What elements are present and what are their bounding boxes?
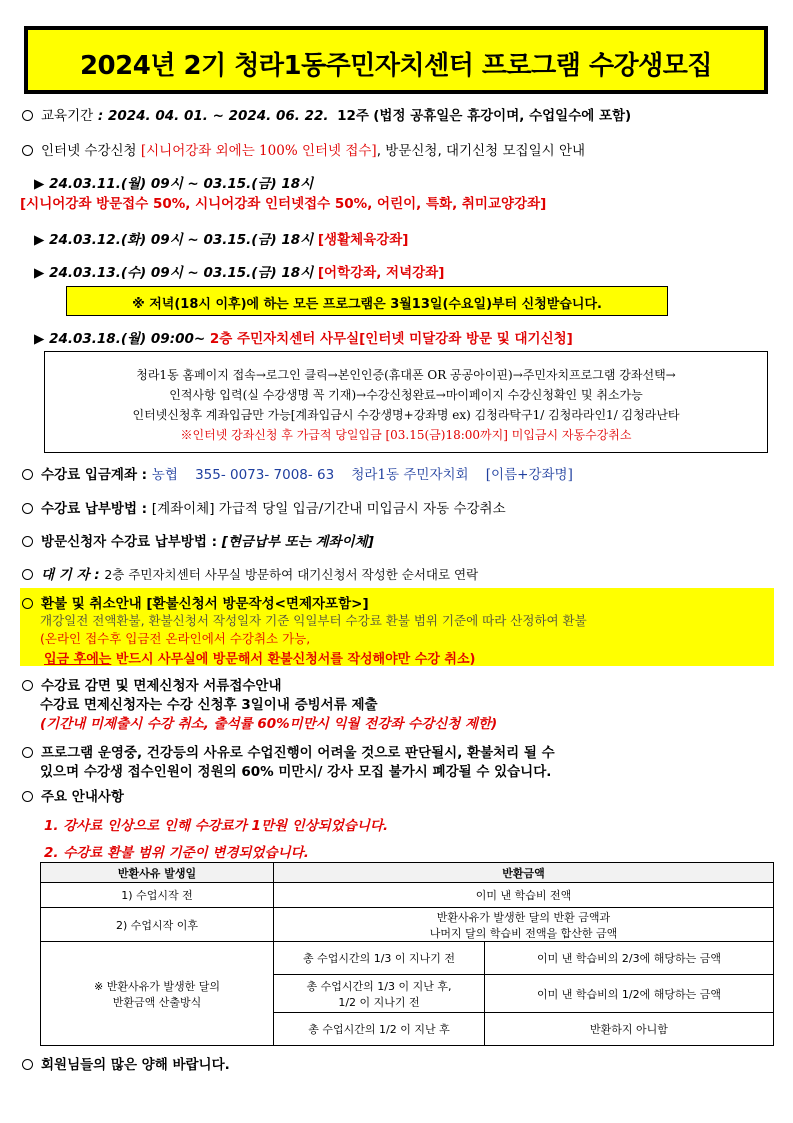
schedule-note: [어학강좌, 저녁강좌]: [317, 265, 445, 281]
table-row: [41, 908, 774, 942]
operation-text-1: 프로그램 운영중, 건강등의 사유로 수업진행이 어려울 것으로 판단될시, 환불처리 될 수: [41, 745, 555, 761]
period-weeks: 12주: [337, 108, 369, 124]
table-cell: 총 수업시간의 1/3 이 지나기 전: [274, 942, 485, 975]
period-note: (법정 공휴일은 휴강이며, 수업일수에 포함): [373, 108, 632, 124]
payment-label: 수강료 납부방법 :: [41, 501, 152, 517]
table-cell: [41, 942, 274, 1046]
account-line: [22, 463, 573, 483]
discount-line-3: (기간내 미제출시 수강 취소, 출석률 60%미만시 익월 전강좌 수강신청 제한): [40, 716, 498, 732]
table-cell: 이미 낸 학습비 전액: [274, 883, 774, 908]
evening-notice-box: [66, 286, 668, 316]
table-cell: [274, 908, 774, 942]
bullet-circle-icon: [22, 145, 33, 156]
bullet-circle-icon: [22, 536, 33, 547]
refund-line-2: (온라인 접수후 입금전 온라인에서 수강취소 가능,: [40, 631, 311, 646]
bullet-circle-icon: [22, 110, 33, 121]
discount-line-1: [22, 674, 282, 694]
table-cell: 이미 낸 학습비의 2/3에 해당하는 금액: [485, 942, 774, 975]
evening-notice: ※ 저녁(18시 이후)에 하는 모든 프로그램은 3월13일(수요일)부터 신청받습니다.: [132, 297, 602, 312]
visit-payment-label: 방문신청자 수강료 납부방법 :: [41, 534, 222, 550]
table-cell-line: 반환금액 산출방식: [112, 995, 202, 1009]
table-header-row: [41, 863, 774, 883]
refund-title-line: [22, 592, 369, 612]
period-label: 교육기간: [41, 108, 94, 124]
table-header-cell: 반환사유 발생일: [41, 863, 274, 883]
account-holder: 청라1동 주민자치회: [351, 467, 469, 483]
operation-line-2: 있으며 수강생 접수인원이 정원의 60% 미만시/ 강사 모집 불가시 폐강될 수 있습니다.: [40, 764, 552, 780]
page-title: 2024년 2기 청라1동주민자치센터 프로그램 수강생모집: [79, 51, 713, 81]
visit-schedule-line: [34, 327, 573, 347]
table-cell: [274, 975, 485, 1013]
refund-line-3: [44, 648, 475, 667]
table-cell: 총 수업시간의 1/2 이 지난 후: [274, 1013, 485, 1046]
table-cell-line: 반환사유가 발생한 달의 반환 금액과: [436, 910, 611, 924]
refund-table: [40, 862, 774, 1046]
guide-line-4: ※인터넷 강좌신청 후 가급적 당일입금 [03.15(금)18:00까지] 미입금시 자동수강취소: [180, 428, 632, 442]
guide-line-3: 인터넷신청후 계좌입금만 가능[계좌입금시 수강생명+강좌명 ex) 김청라탁구1/ 김청라라인1/ 김청라난타: [132, 408, 680, 422]
bullet-circle-icon: [22, 503, 33, 514]
schedule-date: ▶ 24.03.12.(화) 09시 ~ 03.15.(금) 18시: [34, 232, 318, 248]
payment-line: [22, 497, 506, 517]
discount-line-2: 수강료 면제신청자는 수강 신청후 3일이내 증빙서류 제출: [40, 697, 378, 713]
apply-line: [22, 139, 585, 159]
table-row: [41, 883, 774, 908]
bullet-circle-icon: [22, 791, 33, 802]
refund-line-3-text: 반드시 사무실에 방문해서 환불신청서를 작성해야만 수강 취소): [111, 652, 476, 667]
bullet-circle-icon: [22, 598, 33, 609]
senior-note: [시니어강좌 방문접수 50%, 시니어강좌 인터넷접수 50%, 어린이, 특화, 취미교양강좌]: [20, 196, 547, 212]
waiting-line: [22, 563, 478, 583]
payment-value: [계좌이체] 가급적 당일 입금/기간내 미입금시 자동 수강취소: [151, 501, 506, 517]
schedule-item-2: [34, 228, 408, 248]
refund-line-1: 개강일전 전액환불, 환불신청서 작성일자 기준 익일부터 수강료 환불 범위 기준에 따라 산정하여 환불: [40, 613, 587, 628]
table-cell: 2) 수업시작 이후: [41, 908, 274, 942]
table-cell: 반환하지 아니함: [485, 1013, 774, 1046]
period-line: [22, 104, 631, 124]
visit-payment-line: [22, 530, 374, 550]
account-memo: [이름+강좌명]: [485, 467, 573, 483]
visit-payment-value: [현금납부 또는 계좌이체]: [221, 534, 374, 550]
table-header-cell: 반환금액: [274, 863, 774, 883]
table-cell-line: 총 수업시간의 1/3 이 지난 후,: [306, 979, 452, 993]
waiting-label: 대 기 자 :: [41, 567, 105, 583]
notice-title-line: [22, 785, 124, 805]
notice-item-1: 1. 강사료 인상으로 인해 수강료가 1만원 인상되었습니다.: [44, 818, 389, 834]
table-cell-line: 나머지 달의 학습비 전액을 합산한 금액: [429, 926, 618, 940]
schedule-note: [생활체육강좌]: [317, 232, 409, 248]
apply-bracket: [시니어강좌 외에는 100% 인터넷 접수]: [140, 143, 377, 159]
bullet-circle-icon: [22, 569, 33, 580]
closing-text: 회원님들의 많은 양해 바랍니다.: [41, 1057, 230, 1073]
period-value: : 2024. 04. 01. ~ 2024. 06. 22.: [93, 108, 329, 124]
bullet-circle-icon: [22, 680, 33, 691]
apply-label: 인터넷 수강신청: [41, 143, 137, 159]
guide-line-2: 인적사항 입력(실 수강생명 꼭 기재)→수강신청완료→마이페이지 수강신청확인 및 취소가능: [169, 388, 643, 402]
closing-line: [22, 1053, 230, 1073]
notice-title: 주요 안내사항: [41, 789, 124, 805]
account-number: 355- 0073- 7008- 63: [195, 467, 335, 483]
table-row: [41, 942, 774, 975]
visit-date: ▶ 24.03.18.(월) 09:00~: [34, 331, 210, 347]
discount-title: 수강료 감면 및 면제신청자 서류접수안내: [41, 678, 282, 694]
schedule-item-3: [34, 261, 444, 281]
bullet-circle-icon: [22, 1059, 33, 1070]
account-bank: 농협: [151, 467, 178, 483]
title-banner: [24, 26, 768, 94]
waiting-value: 2층 주민자치센터 사무실 방문하여 대기신청서 작성한 순서대로 연락: [104, 567, 479, 582]
bullet-circle-icon: [22, 747, 33, 758]
table-cell-line: ※ 반환사유가 발생한 달의: [94, 979, 220, 993]
notice-item-2: 2. 수강료 환불 범위 기준이 변경되었습니다.: [44, 845, 309, 861]
apply-rest: , 방문신청, 대기신청 모집일시 안내: [376, 143, 586, 159]
operation-line-1: [22, 741, 555, 761]
guide-box: [44, 351, 768, 453]
schedule-item-1: ▶ 24.03.11.(월) 09시 ~ 03.15.(금) 18시: [34, 176, 314, 192]
table-cell: 1) 수업시작 전: [41, 883, 274, 908]
refund-label: 환불 및 취소안내 [환불신청서 방문작성<면제자포함>]: [41, 596, 369, 612]
schedule-date: ▶ 24.03.13.(수) 09시 ~ 03.15.(금) 18시: [34, 265, 318, 281]
guide-line-1: 청라1동 홈페이지 접속→로그인 클릭→본인인증(휴대폰 OR 공공아이핀)→주민자치프로그램 강좌선택→: [136, 368, 676, 382]
refund-after-payment: 입금 후에는: [44, 652, 112, 667]
table-cell: 이미 낸 학습비의 1/2에 해당하는 금액: [485, 975, 774, 1013]
bullet-circle-icon: [22, 469, 33, 480]
account-label: 수강료 입금계좌 :: [41, 467, 152, 483]
table-cell-line: 1/2 이 지나기 전: [338, 995, 420, 1009]
visit-note: 2층 주민자치센터 사무실[인터넷 미달강좌 방문 및 대기신청]: [209, 331, 573, 347]
